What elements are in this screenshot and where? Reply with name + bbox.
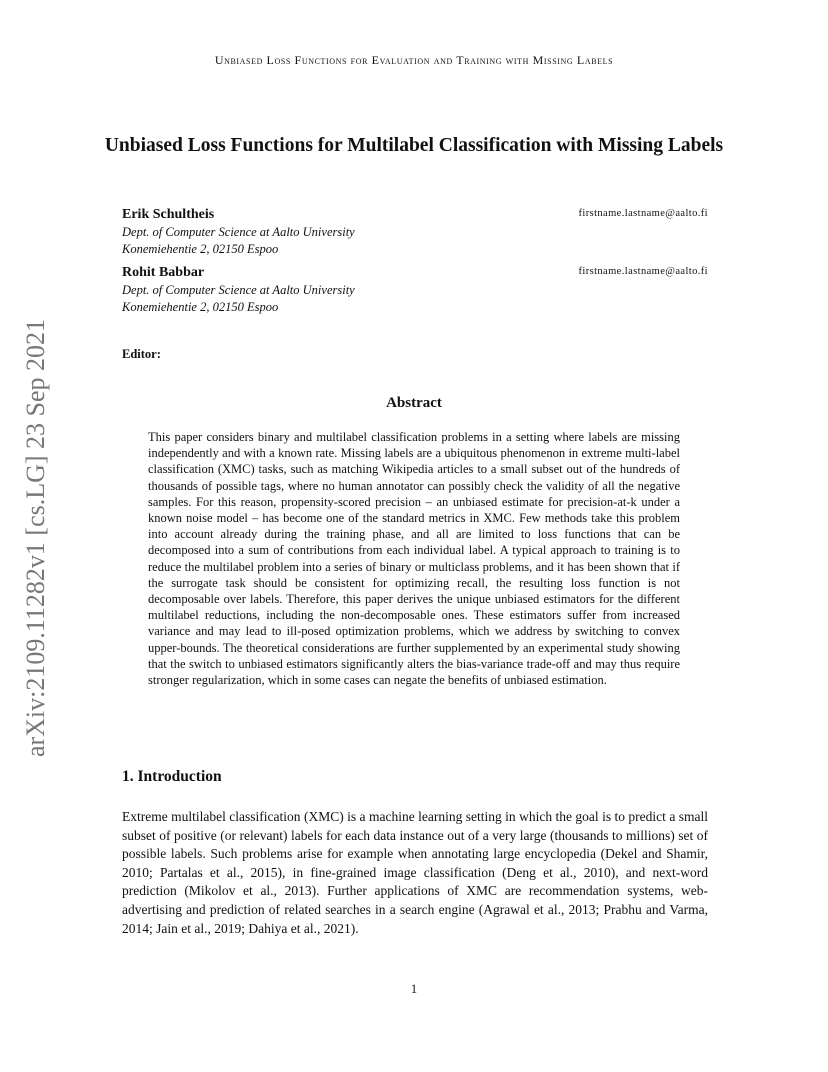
- author-name: Erik Schultheis: [122, 207, 215, 222]
- abstract-text: This paper considers binary and multilabel classification problems in a setting where labels are missing independently and with a known rate. Missing labels are a ubiquitous phenomenon in extreme multi-label classification (XMC) tasks, such as matching Wikipedia articles to a small subset out of the hundreds of thousands of possible tags, where no human annotator can possibly check the validity of all the negative samples. For this reason, propensity-scored precision – an unbiased estimate for precision-at-k under a known noise model – has become one of the standard metrics in XMC. Few methods take this problem into account already during the training phase, and all are limited to loss functions that can be decomposed into a sum of contributions from each individual label. A typical approach to training is to reduce the multilabel problem into a series of binary or multiclass problems, and it has been shown that if the surrogate task should be consistent for optimizing recall, the resulting loss function is not decomposable over labels. Therefore, this paper derives the unique unbiased estimators for the different multilabel reductions, including the non-decomposable ones. These estimators suffer from increased variance and may lead to ill-posed optimization problems, which we address by switching to convex upper-bounds. The theoretical considerations are further supplemented by an experimental study showing that the switch to unbiased estimators significantly alters the bias-variance trade-off and may thus require stronger regularization, which in some cases can negate the benefits of unbiased estimation.: [148, 430, 680, 688]
- author-address: Konemiehentie 2, 02150 Espoo: [122, 242, 279, 256]
- abstract-heading: Abstract: [386, 395, 442, 411]
- author-name: Rohit Babbar: [122, 265, 205, 280]
- section-heading-introduction: 1. Introduction: [122, 768, 222, 785]
- running-head: Unbiased Loss Functions for Evaluation and Training with Missing Labels: [214, 53, 614, 67]
- editor-label: Editor:: [122, 347, 161, 361]
- arxiv-stamp-text: arXiv:2109.11282v1 [cs.LG] 23 Sep 2021: [21, 318, 50, 758]
- paper-title: Unbiased Loss Functions for Multilabel Classification with Missing Labels: [104, 135, 724, 156]
- author-address: Konemiehentie 2, 02150 Espoo: [122, 300, 279, 314]
- author-block-2: [122, 264, 708, 316]
- author-email[interactable]: firstname.lastname@aalto.fi: [578, 208, 708, 219]
- author-email[interactable]: firstname.lastname@aalto.fi: [578, 266, 708, 277]
- introduction-text: Extreme multilabel classification (XMC) is a machine learning setting in which the goal is to predict a small subset of positive (or relevant) labels for each data instance out of a very large (thousands to millions) set of possible labels. Such problems arise for example when annotating large encyclopedia (Dekel and Shamir, 2010; Partalas et al., 2015), in fine-grained image classification (Deng et al., 2010), and next-word prediction (Mikolov et al., 2013). Further applications of XMC are recommendation systems, web-advertising and prediction of related searches in a search engine (Agrawal et al., 2013; Prabhu and Varma, 2014; Jain et al., 2019; Dahiya et al., 2021).: [122, 809, 708, 936]
- author-affiliation: Dept. of Computer Science at Aalto University: [122, 225, 355, 239]
- author-affiliation: Dept. of Computer Science at Aalto University: [122, 283, 355, 297]
- page-number: 1: [410, 982, 418, 996]
- author-block-1: [122, 206, 708, 258]
